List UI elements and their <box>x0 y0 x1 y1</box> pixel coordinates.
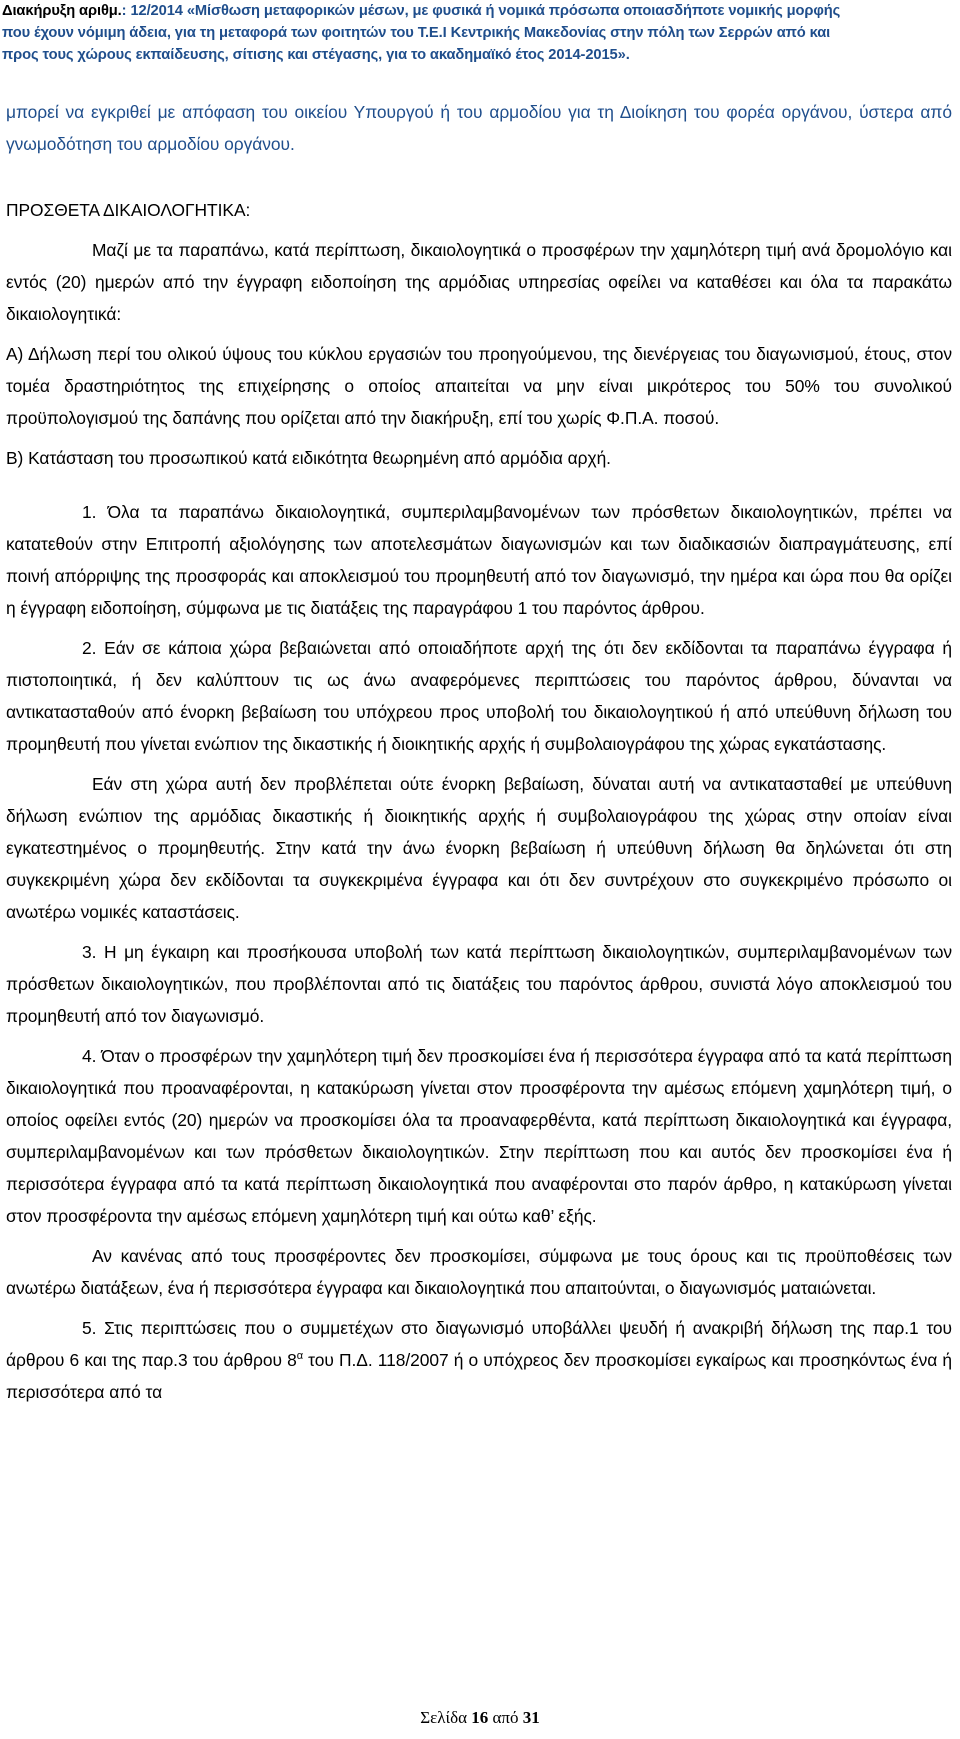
page-number: 16 <box>471 1708 489 1727</box>
header-doc-label: Διακήρυξη αριθμ. <box>2 3 122 19</box>
header-doc-title: : 12/2014 «Μίσθωση μεταφορικών μέσων, με φυσικά ή νομικά πρόσωπα οποιασδήποτε νομικής μορφής <box>121 3 841 19</box>
of-label: από <box>492 1708 519 1727</box>
paragraph-5-text-a: 5. Στις περιπτώσεις που ο συμμετέχων στο διαγωνισμό υποβάλλει ψευδή ή ανακριβή δήλωση της παρ.1 του άρθρου 6 και της παρ.3 του άρθρου 8 <box>6 1318 952 1370</box>
item-b: Β) Κατάσταση του προσωπικού κατά ειδικότητα θεωρημένη από αρμόδια αρχή. <box>6 448 611 468</box>
paragraph-5-text-b: του Π.Δ. 118/2007 ή ο υπόχρεος δεν προσκομίσει εγκαίρως και προσηκόντως ένα ή περισσότερα από τα <box>6 1350 952 1402</box>
header-line-3: προς τους χώρους εκπαίδευσης, σίτισης και στέγασης, για το ακαδημαϊκό έτος 2014-2015». <box>2 47 630 63</box>
paragraph-5 <box>6 1312 952 1408</box>
total-pages: 31 <box>522 1708 540 1727</box>
paragraph-2: 2. Εάν σε κάποια χώρα βεβαιώνεται από οποιαδήποτε αρχή της ότι δεν εκδίδονται τα παραπάνω έγγραφα ή πιστοποιητικά, ή δεν καλύπτουν τις ως άνω αναφερόμενες περιπτώσεις του παρόντος άρθρου, δύνανται να αντικατασταθούν από ένορκη βεβαίωση του υπόχρεου προς υποβολή του δικαιολογητικού ή από υπεύθυνη δήλωση του προμηθευτή που γίνεται ενώπιον της δικαστικής ή διοικητικής αρχής ή συμβολαιογράφου της χώρας εγκατάστασης. <box>6 638 952 754</box>
intro-paragraph: μπορεί να εγκριθεί με απόφαση του οικείου Υπουργού ή του αρμοδίου για τη Διοίκηση του φορέα οργάνου, ύστερα από γνωμοδότηση του αρμοδίου οργάνου. <box>6 102 952 154</box>
page-label: Σελίδα <box>420 1708 468 1727</box>
paragraph-4: 4. Όταν ο προσφέρων την χαμηλότερη τιμή δεν προσκομίσει ένα ή περισσότερα έγγραφα από τα κατά περίπτωση δικαιολογητικά που προαναφέρονται, η κατακύρωση γίνεται στον προσφέροντα την αμέσως επόμενη χαμηλότερη τιμή, ο οποίος οφείλει εντός (20) ημερών να προσκομίσει όλα τα προαναφερθέντα, κατά περίπτωση δικαιολογητικά και έγγραφα, συμπεριλαμβανομένων και των πρόσθετων δικαιολογητικών. Στην περίπτωση που και αυτός δεν προσκομίσει ένα ή περισσότερα έγγραφα από τα κατά περίπτωση δικαιολογητικά που αναφέρονται στο παρόν άρθρο, η κατακύρωση γίνεται στον προσφέροντα την αμέσως επόμενη χαμηλότερη τιμή και ούτω καθ’ εξής. <box>6 1046 952 1226</box>
header-line-2: που έχουν νόμιμη άδεια, για τη μεταφορά των φοιτητών του Τ.Ε.Ι Κεντρικής Μακεδονίας στην πόλη των Σερρών από και <box>2 25 831 41</box>
section-heading: ΠΡΟΣΘΕΤΑ ΔΙΚΑΙΟΛΟΓΗΤΙΚΑ: <box>6 200 251 220</box>
document-body <box>6 96 952 1408</box>
paragraph-5-superscript: α <box>296 1350 304 1362</box>
paragraph-1: 1. Όλα τα παραπάνω δικαιολογητικά, συμπεριλαμβανομένων των πρόσθετων δικαιολογητικών, πρέπει να κατατεθούν στην Επιτροπή αξιολόγησης των αποτελεσμάτων διαγωνισμών και των διαδικασιών διαπραγμάτευσης, επί ποινή απόρριψης της προσφοράς και αποκλεισμού του προμηθευτή από τον διαγωνισμό, την ημέρα και ώρα που θα ορίζει η έγγραφη ειδοποίηση, σύμφωνα με τις διατάξεις της παραγράφου 1 του παρόντος άρθρου. <box>6 502 952 618</box>
paragraph-4b: Αν κανένας από τους προσφέροντες δεν προσκομίσει, σύμφωνα με τους όρους και τις προϋποθέσεις των ανωτέρω διατάξεων, ένα ή περισσότερα έγγραφα και δικαιολογητικά που απαιτούνται, ο διαγωνισμός ματαιώνεται. <box>6 1246 952 1298</box>
paragraph-intro: Μαζί με τα παραπάνω, κατά περίπτωση, δικαιολογητικά ο προσφέρων την χαμηλότερη τιμή ανά δρομολόγιο και εντός (20) ημερών από την έγγραφη ειδοποίηση της αρμόδιας υπηρεσίας οφείλει να καταθέσει και όλα τα παρακάτω δικαιολογητικά: <box>6 240 952 324</box>
document-header <box>0 0 960 66</box>
paragraph-3: 3. Η μη έγκαιρη και προσήκουσα υποβολή των κατά περίπτωση δικαιολογητικών, συμπεριλαμβανομένων των πρόσθετων δικαιολογητικών, που προβλέπονται από τις διατάξεις του παρόντος άρθρου, συνιστά λόγο αποκλεισμού του προμηθευτή από τον διαγωνισμό. <box>6 942 952 1026</box>
paragraph-2b: Εάν στη χώρα αυτή δεν προβλέπεται ούτε ένορκη βεβαίωση, δύναται αυτή να αντικατασταθεί με υπεύθυνη δήλωση ενώπιον της αρμόδιας δικαστικής ή διοικητικής αρχής ή συμβολαιογράφου της χώρας στην οποίαν είναι εγκατεστημένος ο προμηθευτής. Στην κατά την άνω ένορκη βεβαίωση ή υπεύθυνη δήλωση θα δηλώνεται ότι στη συγκεκριμένη χώρα δεν εκδίδονται τα συγκεκριμένα έγγραφα και ότι δεν συντρέχουν στο συγκεκριμένο πρόσωπο οι ανωτέρω νομικές καταστάσεις. <box>6 774 952 922</box>
item-a: Α) Δήλωση περί του ολικού ύψους του κύκλου εργασιών του προηγούμενου, της διενέργειας του διαγωνισμού, έτους, στον τομέα δραστηριότητος της επιχείρησης ο οποίος απαιτείται να μην είναι μικρότερος του 50% του συνολικού προϋπολογισμού της δαπάνης που ορίζεται από την διακήρυξη, επί του χωρίς Φ.Π.Α. ποσού. <box>6 344 952 428</box>
header-line-1 <box>2 0 960 22</box>
page-footer <box>0 1708 960 1728</box>
